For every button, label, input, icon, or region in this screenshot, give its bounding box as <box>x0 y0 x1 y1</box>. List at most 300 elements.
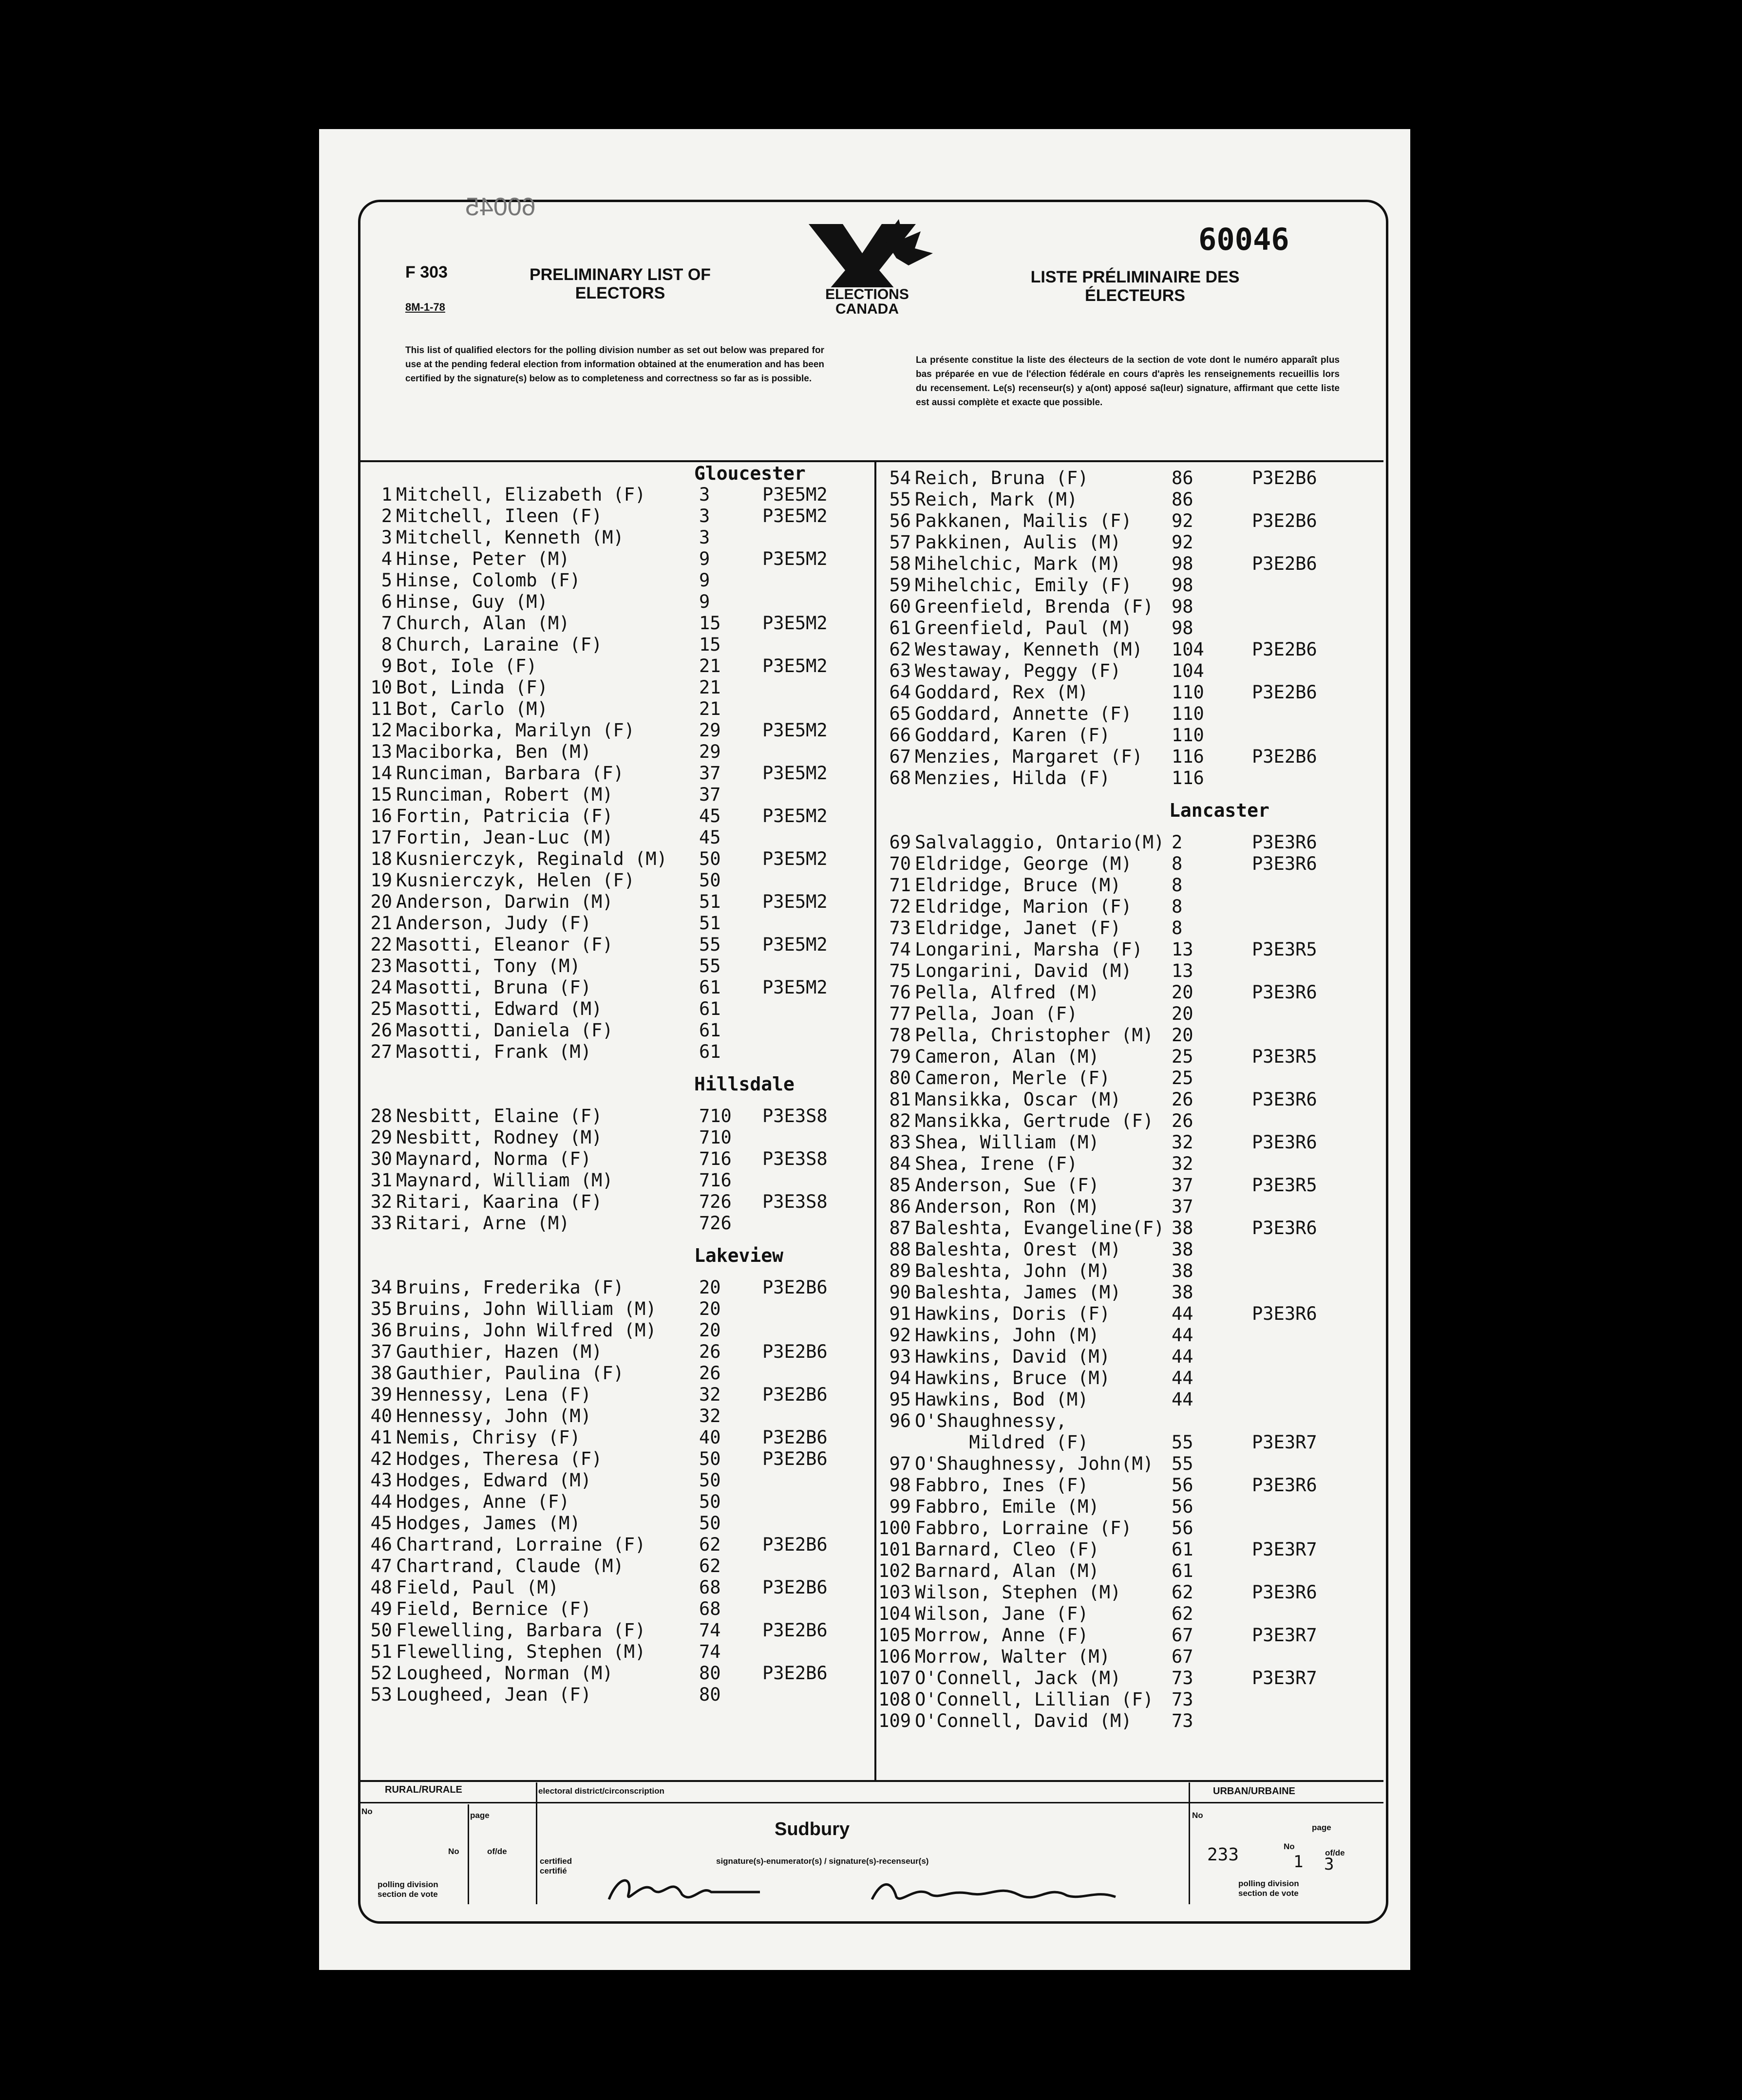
elector-row <box>877 596 1383 618</box>
elector-name: Pella, Alfred (M) <box>915 982 1099 1003</box>
elector-row <box>358 698 865 720</box>
elector-row <box>877 660 1383 682</box>
urban-polling-label: polling division section de vote <box>1238 1879 1299 1898</box>
column-divider <box>874 460 876 1780</box>
elector-postal-code: P3E3R7 <box>1252 1668 1317 1688</box>
elector-address-number: 3 <box>699 527 710 548</box>
elector-name: Mihelchic, Emily (F) <box>915 575 1132 596</box>
elector-name: Pakkanen, Mailis (F) <box>915 510 1132 531</box>
elector-address-number: 44 <box>1172 1325 1193 1346</box>
elector-name: Maciborka, Marilyn (F) <box>396 720 635 741</box>
elector-number: 42 <box>370 1448 392 1469</box>
elector-name: Hodges, Anne (F) <box>396 1491 570 1512</box>
elector-address-number: 32 <box>1172 1132 1193 1153</box>
elector-row <box>877 1025 1383 1046</box>
elector-name: O'Connell, Jack (M) <box>915 1668 1121 1688</box>
elector-name: Mansikka, Oscar (M) <box>915 1089 1121 1110</box>
elector-name: Pella, Christopher (M) <box>915 1025 1154 1046</box>
elector-row <box>358 763 865 784</box>
elector-row <box>358 1363 865 1384</box>
elector-row <box>877 1175 1383 1196</box>
elector-postal-code: P3E5M2 <box>762 656 828 676</box>
elector-name: Church, Laraine (F) <box>396 634 603 655</box>
elector-row <box>877 918 1383 939</box>
elector-row <box>358 570 865 591</box>
elector-row <box>877 1218 1383 1239</box>
elector-postal-code: P3E3R5 <box>1252 1046 1317 1067</box>
elector-name: Flewelling, Stephen (M) <box>396 1641 646 1662</box>
elector-address-number: 8 <box>1172 918 1183 938</box>
elector-name: Ritari, Kaarina (F) <box>396 1191 603 1212</box>
elector-name: Goddard, Rex (M) <box>915 682 1089 703</box>
elector-postal-code: P3E2B6 <box>1252 746 1317 767</box>
elector-number: 65 <box>889 703 911 724</box>
elector-address-number: 38 <box>1172 1282 1193 1303</box>
elector-name: O'Shaughnessy, <box>915 1410 1067 1431</box>
footer-divider-1 <box>468 1804 469 1904</box>
elector-name: Reich, Bruna (F) <box>915 468 1089 488</box>
elector-name: Mitchell, Kenneth (M) <box>396 527 624 548</box>
elector-name: Bot, Carlo (M) <box>396 698 548 719</box>
elector-name: Hodges, James (M) <box>396 1513 581 1534</box>
elector-row <box>358 1534 865 1556</box>
elector-row <box>877 1603 1383 1625</box>
elector-row <box>877 1496 1383 1518</box>
elector-address-number: 61 <box>1172 1539 1193 1560</box>
elector-postal-code: P3E2B6 <box>1252 639 1317 660</box>
elector-number: 18 <box>370 848 392 869</box>
elector-address-number: 68 <box>699 1577 721 1598</box>
elector-row <box>877 853 1383 875</box>
elector-number: 78 <box>889 1025 911 1046</box>
elector-address-number: 40 <box>699 1427 721 1448</box>
elector-name: Baleshta, Orest (M) <box>915 1239 1121 1260</box>
signature-label: signature(s)-enumerator(s) / signature(s)-recenseur(s) <box>716 1856 929 1866</box>
elector-name: Anderson, Judy (F) <box>396 913 591 934</box>
elector-number: 107 <box>878 1668 911 1688</box>
elector-postal-code: P3E5M2 <box>762 613 828 634</box>
elector-name: Gauthier, Paulina (F) <box>396 1363 624 1384</box>
elector-name: Hodges, Edward (M) <box>396 1470 591 1491</box>
elector-name: Menzies, Hilda (F) <box>915 768 1110 788</box>
elector-address-number: 104 <box>1172 660 1204 681</box>
elector-row <box>358 548 865 570</box>
elector-name: Greenfield, Brenda (F) <box>915 596 1154 617</box>
elector-number: 72 <box>889 896 911 917</box>
elector-row <box>358 1684 865 1706</box>
elector-number: 34 <box>370 1277 392 1298</box>
elector-row <box>877 1282 1383 1303</box>
elector-name: Eldridge, Marion (F) <box>915 896 1132 917</box>
elector-address-number: 26 <box>699 1341 721 1362</box>
elector-address-number: 50 <box>699 1470 721 1491</box>
elector-name: Field, Paul (M) <box>396 1577 559 1598</box>
elector-row <box>877 1432 1383 1453</box>
elector-row <box>877 1389 1383 1410</box>
elector-name: O'Connell, Lillian (F) <box>915 1689 1154 1710</box>
elector-address-number: 110 <box>1172 725 1204 746</box>
district-value: Sudbury <box>775 1819 850 1839</box>
elector-address-number: 98 <box>1172 575 1193 596</box>
elector-address-number: 29 <box>699 741 721 762</box>
elector-number: 23 <box>370 956 392 976</box>
elector-postal-code: P3E3R6 <box>1252 832 1317 853</box>
elector-address-number: 9 <box>699 548 710 569</box>
elector-row <box>358 1320 865 1341</box>
elector-postal-code: P3E2B6 <box>762 1277 828 1298</box>
elector-number: 57 <box>889 532 911 553</box>
elector-row <box>358 891 865 913</box>
elector-name: Eldridge, Bruce (M) <box>915 875 1121 896</box>
elector-number: 3 <box>381 527 392 548</box>
elector-row <box>877 875 1383 896</box>
elector-postal-code: P3E5M2 <box>762 548 828 569</box>
elector-address-number: 50 <box>699 870 721 891</box>
elector-row <box>877 468 1383 489</box>
elector-address-number: 21 <box>699 656 721 676</box>
elector-name: Hawkins, John (M) <box>915 1325 1099 1346</box>
elector-number: 83 <box>889 1132 911 1153</box>
elector-name: Bruins, John William (M) <box>396 1298 657 1319</box>
elector-row <box>877 1710 1383 1732</box>
elector-address-number: 20 <box>1172 982 1193 1003</box>
elector-postal-code: P3E3R5 <box>1252 939 1317 960</box>
elector-postal-code: P3E2B6 <box>762 1384 828 1405</box>
elector-number: 51 <box>370 1641 392 1662</box>
elector-number: 13 <box>370 741 392 762</box>
elector-address-number: 67 <box>1172 1646 1193 1667</box>
elector-number: 53 <box>370 1684 392 1705</box>
elector-row <box>358 977 865 998</box>
elector-name: Church, Alan (M) <box>396 613 570 634</box>
elector-number: 67 <box>889 746 911 767</box>
elector-number: 15 <box>370 784 392 805</box>
elector-postal-code: P3E2B6 <box>762 1427 828 1448</box>
elector-address-number: 37 <box>1172 1196 1193 1217</box>
elector-address-number: 44 <box>1172 1346 1193 1367</box>
right-elector-column <box>877 468 1383 1778</box>
elector-row <box>877 1153 1383 1175</box>
elector-row <box>877 575 1383 596</box>
elector-postal-code: P3E2B6 <box>1252 682 1317 703</box>
elector-row <box>877 725 1383 746</box>
elector-number: 49 <box>370 1598 392 1619</box>
elector-postal-code: P3E2B6 <box>762 1663 828 1684</box>
elector-address-number: 44 <box>1172 1303 1193 1324</box>
elector-address-number: 38 <box>1172 1218 1193 1238</box>
elector-number: 62 <box>889 639 911 660</box>
elector-address-number: 51 <box>699 891 721 912</box>
elector-name: Longarini, David (M) <box>915 960 1132 981</box>
elector-number: 8 <box>381 634 392 655</box>
elector-row <box>358 1170 865 1191</box>
elector-number: 20 <box>370 891 392 912</box>
elector-postal-code: P3E2B6 <box>762 1620 828 1641</box>
elector-row <box>358 1491 865 1513</box>
elector-name: Chartrand, Lorraine (F) <box>396 1534 646 1555</box>
elector-row <box>358 870 865 891</box>
elector-row <box>358 1470 865 1491</box>
elector-name: Hennessy, Lena (F) <box>396 1384 591 1405</box>
elector-postal-code: P3E3R6 <box>1252 1582 1317 1603</box>
elector-name: Flewelling, Barbara (F) <box>396 1620 646 1641</box>
elector-row <box>358 1277 865 1298</box>
elector-address-number: 62 <box>1172 1582 1193 1603</box>
elector-address-number: 73 <box>1172 1668 1193 1688</box>
elector-number: 10 <box>370 677 392 698</box>
elector-address-number: 15 <box>699 613 721 634</box>
elector-number: 94 <box>889 1368 911 1388</box>
elector-name: Hinse, Guy (M) <box>396 591 548 612</box>
elector-postal-code: P3E5M2 <box>762 977 828 998</box>
elector-address-number: 44 <box>1172 1368 1193 1388</box>
elector-row <box>877 1196 1383 1218</box>
elector-postal-code: P3E3R6 <box>1252 1303 1317 1324</box>
elector-row <box>877 510 1383 532</box>
elector-row <box>358 1620 865 1641</box>
elector-number: 108 <box>878 1689 911 1710</box>
elector-name: Pella, Joan (F) <box>915 1003 1078 1024</box>
elector-address-number: 55 <box>1172 1432 1193 1453</box>
elector-address-number: 37 <box>1172 1175 1193 1196</box>
elector-row <box>358 806 865 827</box>
elector-address-number: 20 <box>1172 1025 1193 1046</box>
elector-name: Mildred (F) <box>915 1432 1089 1453</box>
elector-number: 6 <box>381 591 392 612</box>
elector-row <box>877 532 1383 553</box>
elector-row <box>358 827 865 848</box>
elector-row <box>358 1106 865 1127</box>
elector-row <box>358 656 865 677</box>
elector-postal-code: P3E3R6 <box>1252 1218 1317 1238</box>
elector-row <box>877 703 1383 725</box>
district-label: electoral district/circonscription <box>538 1786 664 1796</box>
elector-row <box>877 489 1383 510</box>
rural-label: RURAL/RURALE <box>385 1784 462 1795</box>
rural-polling-label: polling division section de vote <box>378 1880 438 1899</box>
elector-number: 43 <box>370 1470 392 1491</box>
elector-name: Bruins, Frederika (F) <box>396 1277 624 1298</box>
elector-number: 55 <box>889 489 911 510</box>
elector-address-number: 716 <box>699 1170 732 1191</box>
elector-row <box>877 1132 1383 1153</box>
elector-address-number: 86 <box>1172 489 1193 510</box>
elector-number: 97 <box>889 1453 911 1474</box>
elector-number: 11 <box>370 698 392 719</box>
elector-row <box>877 1582 1383 1603</box>
elector-name: Fabbro, Lorraine (F) <box>915 1518 1132 1538</box>
elector-number: 86 <box>889 1196 911 1217</box>
elector-name: Hinse, Peter (M) <box>396 548 570 569</box>
elector-row <box>877 1646 1383 1668</box>
elector-address-number: 710 <box>699 1106 732 1126</box>
elector-number: 89 <box>889 1260 911 1281</box>
elector-name: Hodges, Theresa (F) <box>396 1448 603 1469</box>
elector-number: 22 <box>370 934 392 955</box>
elector-postal-code: P3E3R6 <box>1252 982 1317 1003</box>
elector-row <box>358 1577 865 1598</box>
elector-row <box>877 982 1383 1003</box>
section-heading: Gloucester <box>694 463 806 484</box>
elector-address-number: 9 <box>699 570 710 591</box>
elector-name: Westaway, Peggy (F) <box>915 660 1121 681</box>
elector-row <box>358 1641 865 1663</box>
elector-row <box>877 1539 1383 1560</box>
elector-number: 63 <box>889 660 911 681</box>
elector-address-number: 61 <box>699 977 721 998</box>
elector-postal-code: P3E3R7 <box>1252 1539 1317 1560</box>
elector-address-number: 3 <box>699 484 710 505</box>
elector-address-number: 13 <box>1172 939 1193 960</box>
elector-postal-code: P3E2B6 <box>762 1534 828 1555</box>
elector-postal-code: P3E5M2 <box>762 763 828 784</box>
elector-address-number: 50 <box>699 848 721 869</box>
elector-address-number: 61 <box>699 1041 721 1062</box>
elector-number: 14 <box>370 763 392 784</box>
elector-address-number: 61 <box>1172 1560 1193 1581</box>
elector-address-number: 68 <box>699 1598 721 1619</box>
elector-name: Reich, Mark (M) <box>915 489 1078 510</box>
elector-name: Pakkinen, Aulis (M) <box>915 532 1121 553</box>
elector-name: Ritari, Arne (M) <box>396 1213 570 1234</box>
elector-number: 66 <box>889 725 911 746</box>
form-date: 8M-1-78 <box>405 301 445 313</box>
intro-en: This list of qualified electors for the polling division number as set out below was prepared for use at the pending federal election from information obtained at the enumeration and has been certified by the signature(s) below as to completeness and correctness so far as is possible. <box>405 345 824 384</box>
elector-name: Goddard, Karen (F) <box>915 725 1110 746</box>
elector-number: 31 <box>370 1170 392 1191</box>
elector-name: Westaway, Kenneth (M) <box>915 639 1143 660</box>
elector-postal-code: P3E3R6 <box>1252 1132 1317 1153</box>
elector-postal-code: P3E2B6 <box>762 1577 828 1598</box>
elector-number: 98 <box>889 1475 911 1496</box>
elector-address-number: 726 <box>699 1213 732 1234</box>
elector-address-number: 98 <box>1172 618 1193 638</box>
elector-address-number: 116 <box>1172 746 1204 767</box>
elector-number: 93 <box>889 1346 911 1367</box>
elector-address-number: 8 <box>1172 853 1183 874</box>
page-number: 1 <box>1293 1852 1304 1872</box>
elector-row <box>358 634 865 656</box>
elector-address-number: 50 <box>699 1448 721 1469</box>
elector-address-number: 74 <box>699 1620 721 1641</box>
elector-number: 26 <box>370 1020 392 1041</box>
elector-name: Cameron, Alan (M) <box>915 1046 1099 1067</box>
elector-row <box>358 1213 865 1234</box>
elector-number: 64 <box>889 682 911 703</box>
elector-name: Salvalaggio, Ontario(M) <box>915 832 1165 853</box>
elector-address-number: 116 <box>1172 768 1204 788</box>
elector-name: Kusnierczyk, Helen (F) <box>396 870 635 891</box>
elector-row <box>358 1663 865 1684</box>
elector-row <box>358 1406 865 1427</box>
elector-address-number: 61 <box>699 1020 721 1041</box>
elector-address-number: 21 <box>699 698 721 719</box>
elector-row <box>358 1448 865 1470</box>
elector-row <box>877 1560 1383 1582</box>
elector-name: Baleshta, James (M) <box>915 1282 1121 1303</box>
elector-name: Mihelchic, Mark (M) <box>915 553 1121 574</box>
elector-row <box>358 1148 865 1170</box>
elector-address-number: 73 <box>1172 1689 1193 1710</box>
elector-name: Lougheed, Norman (M) <box>396 1663 613 1684</box>
elector-postal-code: P3E2B6 <box>1252 510 1317 531</box>
elector-address-number: 55 <box>699 956 721 976</box>
elector-number: 47 <box>370 1556 392 1576</box>
elector-row <box>358 1556 865 1577</box>
elector-number: 61 <box>889 618 911 638</box>
elector-postal-code: P3E3S8 <box>762 1191 828 1212</box>
elector-number: 79 <box>889 1046 911 1067</box>
elector-number: 96 <box>889 1410 911 1431</box>
elector-name: Hawkins, David (M) <box>915 1346 1110 1367</box>
elector-row <box>358 848 865 870</box>
elector-name: Wilson, Stephen (M) <box>915 1582 1121 1603</box>
elector-number: 58 <box>889 553 911 574</box>
elector-address-number: 67 <box>1172 1625 1193 1646</box>
elector-postal-code: P3E5M2 <box>762 484 828 505</box>
elector-name: Shea, Irene (F) <box>915 1153 1078 1174</box>
elector-number: 59 <box>889 575 911 596</box>
elector-postal-code: P3E2B6 <box>762 1341 828 1362</box>
elector-name: Masotti, Tony (M) <box>396 956 581 976</box>
elector-address-number: 710 <box>699 1127 732 1148</box>
elector-number: 44 <box>370 1491 392 1512</box>
elector-row <box>877 939 1383 960</box>
elector-postal-code: P3E2B6 <box>762 1448 828 1469</box>
elector-address-number: 37 <box>699 784 721 805</box>
footer-rule <box>358 1802 1383 1803</box>
elector-postal-code: P3E3R7 <box>1252 1625 1317 1646</box>
elector-address-number: 45 <box>699 827 721 848</box>
elector-name: Mitchell, Elizabeth (F) <box>396 484 646 505</box>
elector-number: 84 <box>889 1153 911 1174</box>
elector-address-number: 9 <box>699 591 710 612</box>
elector-number: 32 <box>370 1191 392 1212</box>
elector-name: Morrow, Anne (F) <box>915 1625 1089 1646</box>
elector-row <box>358 1298 865 1320</box>
elector-number: 12 <box>370 720 392 741</box>
elector-name: Hawkins, Bruce (M) <box>915 1368 1110 1388</box>
elector-number: 81 <box>889 1089 911 1110</box>
elector-row <box>877 1303 1383 1325</box>
urban-no-label: No <box>1192 1811 1203 1820</box>
elector-number: 91 <box>889 1303 911 1324</box>
elector-name: Kusnierczyk, Reginald (M) <box>396 848 667 869</box>
elector-name: Gauthier, Hazen (M) <box>396 1341 603 1362</box>
elector-address-number: 56 <box>1172 1518 1193 1538</box>
elector-row <box>877 1453 1383 1475</box>
elector-row <box>358 1598 865 1620</box>
elector-address-number: 8 <box>1172 875 1183 896</box>
elector-name: Goddard, Annette (F) <box>915 703 1132 724</box>
elector-name: Masotti, Bruna (F) <box>396 977 591 998</box>
elector-row <box>877 1003 1383 1025</box>
elector-number: 46 <box>370 1534 392 1555</box>
elector-postal-code: P3E3R7 <box>1252 1432 1317 1453</box>
elector-name: Fabbro, Ines (F) <box>915 1475 1089 1496</box>
elector-postal-code: P3E3R5 <box>1252 1175 1317 1196</box>
elector-number: 85 <box>889 1175 911 1196</box>
elector-number: 109 <box>878 1710 911 1731</box>
elector-address-number: 73 <box>1172 1710 1193 1731</box>
elector-row <box>877 1260 1383 1282</box>
elector-address-number: 98 <box>1172 553 1193 574</box>
elector-row <box>877 1068 1383 1089</box>
elector-row <box>358 527 865 548</box>
logo-text: ELECTIONS CANADA <box>799 287 935 317</box>
left-elector-column <box>358 463 874 1778</box>
elector-name: Baleshta, Evangeline(F) <box>915 1218 1165 1238</box>
